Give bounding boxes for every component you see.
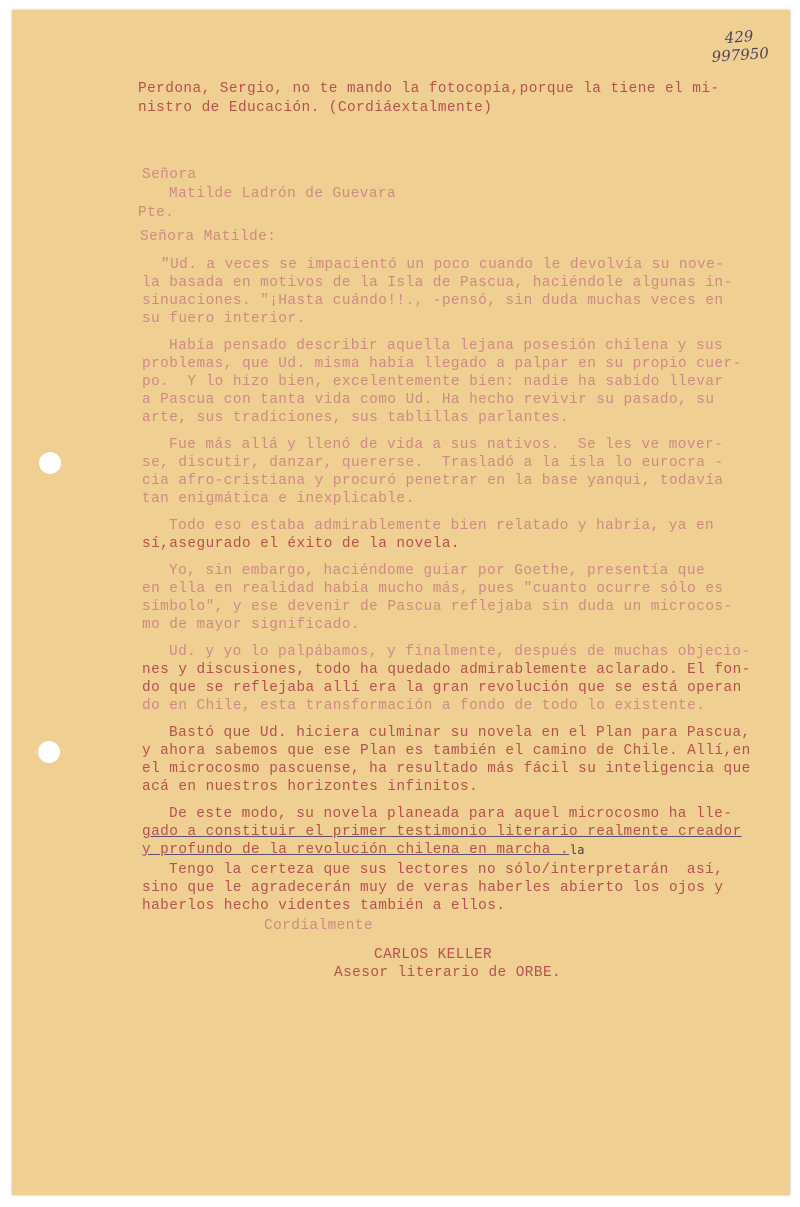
paragraph-line: la basada en motivos de la Isla de Pascua, haciéndole algunas in- xyxy=(142,275,733,291)
paragraph-line: Ud. y yo lo palpábamos, y finalmente, después de muchas objecio- xyxy=(169,644,751,660)
note-line: Perdona, Sergio, no te mando la fotocopia,porque la tiene el mi- xyxy=(138,81,720,97)
archive-number-line: 429 xyxy=(723,27,754,47)
paragraph-line: su fuero interior. xyxy=(142,311,306,327)
note-line: nistro de Educación. (Cordiáextalmente) xyxy=(138,100,493,116)
paragraph-line: do en Chile, esta transformación a fondo de todo lo existente. xyxy=(142,698,706,714)
paragraph-line: sinuaciones. "¡Hasta cuándo!!., -pensó, sin duda muchas veces en xyxy=(142,293,724,309)
archive-number-mark xyxy=(710,26,770,66)
paragraph-line: tan enigmática e inexplicable. xyxy=(142,491,415,507)
paragraph-line: y ahora sabemos que ese Plan es también el camino de Chile. Allí,en xyxy=(142,743,751,759)
paragraph-line: arte, sus tradiciones, sus tablillas parlantes. xyxy=(142,410,570,426)
punch-hole xyxy=(38,741,60,763)
paragraph-line: po. Y lo hizo bien, excelentemente bien: nadie ha sabido llevar xyxy=(142,374,724,390)
paragraph-line: símbolo", y ese devenir de Pascua reflejaba sin duda un microcos- xyxy=(142,599,733,615)
paragraph-line: Todo eso estaba admirablemente bien relatado y habría, ya en xyxy=(169,518,715,534)
paragraph-line: haberlos hecho videntes también a ellos. xyxy=(142,898,506,914)
paragraph-line: problemas, que Ud. misma había llegado a palpar en su propio cuer- xyxy=(142,356,742,372)
signature-role: Asesor literario de ORBE. xyxy=(334,965,562,981)
paragraph-line: y profundo de la revolución chilena en marcha . xyxy=(142,842,570,858)
interlinear-insert: la xyxy=(570,843,585,857)
paragraph-line: Fue más allá y llenó de vida a sus nativos. Se les ve mover- xyxy=(169,437,724,453)
recipient-city: Pte. xyxy=(138,205,175,221)
paragraph-line: sino que le agradecerán muy de veras haberles abierto los ojos y xyxy=(142,880,724,896)
punch-hole xyxy=(39,452,61,474)
paragraph-line: Tengo la certeza que sus lectores no sólo/interpretarán así, xyxy=(169,862,724,878)
paragraph-line: a Pascua con tanta vida como Ud. Ha hecho revivir su pasado, su xyxy=(142,392,715,408)
signature-name: CARLOS KELLER xyxy=(374,947,493,963)
paragraph-line: se, discutir, danzar, quererse. Trasladó a la isla lo eurocra - xyxy=(142,455,724,471)
paragraph-line: De este modo, su novela planeada para aquel microcosmo ha lle- xyxy=(169,806,733,822)
archive-number-line: 997950 xyxy=(710,44,770,66)
paragraph-line: Yo, sin embargo, haciéndome guiar por Goethe, presentía que xyxy=(169,563,706,579)
paragraph-line: do que se reflejaba allí era la gran revolución que se está operan xyxy=(142,680,742,696)
paragraph-line: mo de mayor significado. xyxy=(142,617,361,633)
paragraph-line: "Ud. a veces se impacientó un poco cuando le devolvía su nove- xyxy=(161,257,725,273)
paragraph-line: Bastó que Ud. hiciera culminar su novela en el Plan para Pascua, xyxy=(169,725,751,741)
paragraph-line: gado a constituir el primer testimonio literario realmente creador xyxy=(142,824,742,840)
paragraph-line: acá en nuestros horizontes infinitos. xyxy=(142,779,479,795)
letter-sheet xyxy=(12,10,790,1195)
recipient-name: Matilde Ladrón de Guevara xyxy=(169,186,397,202)
paragraph-line: Había pensado describir aquella lejana posesión chilena y sus xyxy=(169,338,724,354)
paragraph-line: cia afro-cristiana y procuró penetrar en la base yanqui, todavía xyxy=(142,473,724,489)
paragraph-line: sí,asegurado el éxito de la novela. xyxy=(142,536,461,552)
paragraph-line: el microcosmo pascuense, ha resultado más fácil su inteligencia que xyxy=(142,761,751,777)
paragraph-line: nes y discusiones, todo ha quedado admirablemente aclarado. El fon- xyxy=(142,662,751,678)
closing: Cordialmente xyxy=(264,918,374,934)
paragraph-line: en ella en realidad había mucho más, pues "cuanto ocurre sólo es xyxy=(142,581,724,597)
salutation: Señora Matilde: xyxy=(140,229,277,245)
recipient-title: Señora xyxy=(142,167,197,183)
